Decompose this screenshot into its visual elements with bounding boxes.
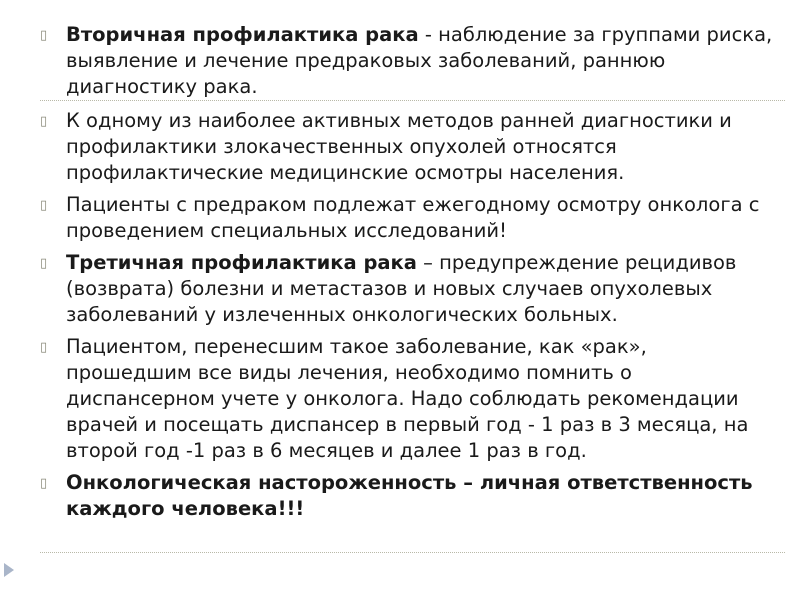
bullet-item-medical-exams [36,108,776,186]
bullet-text: К одному из наиболее активных методов ранней диагностики и профилактики злокачественных опухолей относятся профилактические медицинские осмотры населения. [66,109,732,184]
bullet-marker-icon: ▯ [40,28,48,43]
bullet-text: - наблюдение за группами риска, выявление и лечение предраковых заболеваний, раннюю диагностику рака. [66,23,773,98]
bullet-item-oncological-alertness [36,470,776,522]
bullet-marker-icon: ▯ [40,256,48,271]
bullet-marker-icon: ▯ [40,340,48,355]
bullet-item-tertiary-prevention [36,250,776,328]
divider-line [40,552,785,553]
bullet-text: Пациенты с предраком подлежат ежегодному осмотру онколога с проведением специальных исследований! [66,193,760,242]
bullet-marker-icon: ▯ [40,114,48,129]
bullet-bold-text: Вторичная профилактика рака [66,23,419,46]
bullet-item-dispensary-followup [36,334,776,464]
bullet-text: Пациентом, перенесшим такое заболевание, как «рак», прошедшим все виды лечения, необходимо помнить о диспансерном учете у онколога. Надо соблюдать рекомендации врачей и посещать диспансер в первый год - 1 раз в 3 месяца, на второй год -1 раз в 6 месяцев и далее 1 раз в год. [66,335,749,462]
slide-nav-arrow-icon[interactable] [4,563,14,577]
bullet-item-secondary-prevention [36,22,776,100]
bullet-bold-text: Третичная профилактика рака [66,251,417,274]
bullet-bold-text: Онкологическая настороженность – личная ответственность каждого человека!!! [66,471,753,520]
bullet-marker-icon: ▯ [40,198,48,213]
bullet-marker-icon: ▯ [40,476,48,491]
bullet-text: – предупреждение рецидивов (возврата) болезни и метастазов и новых случаев опухолевых заболеваний у излеченных онкологических больных. [66,251,737,326]
bullet-item-precancer-patients [36,192,776,244]
bullet-list [36,22,776,528]
